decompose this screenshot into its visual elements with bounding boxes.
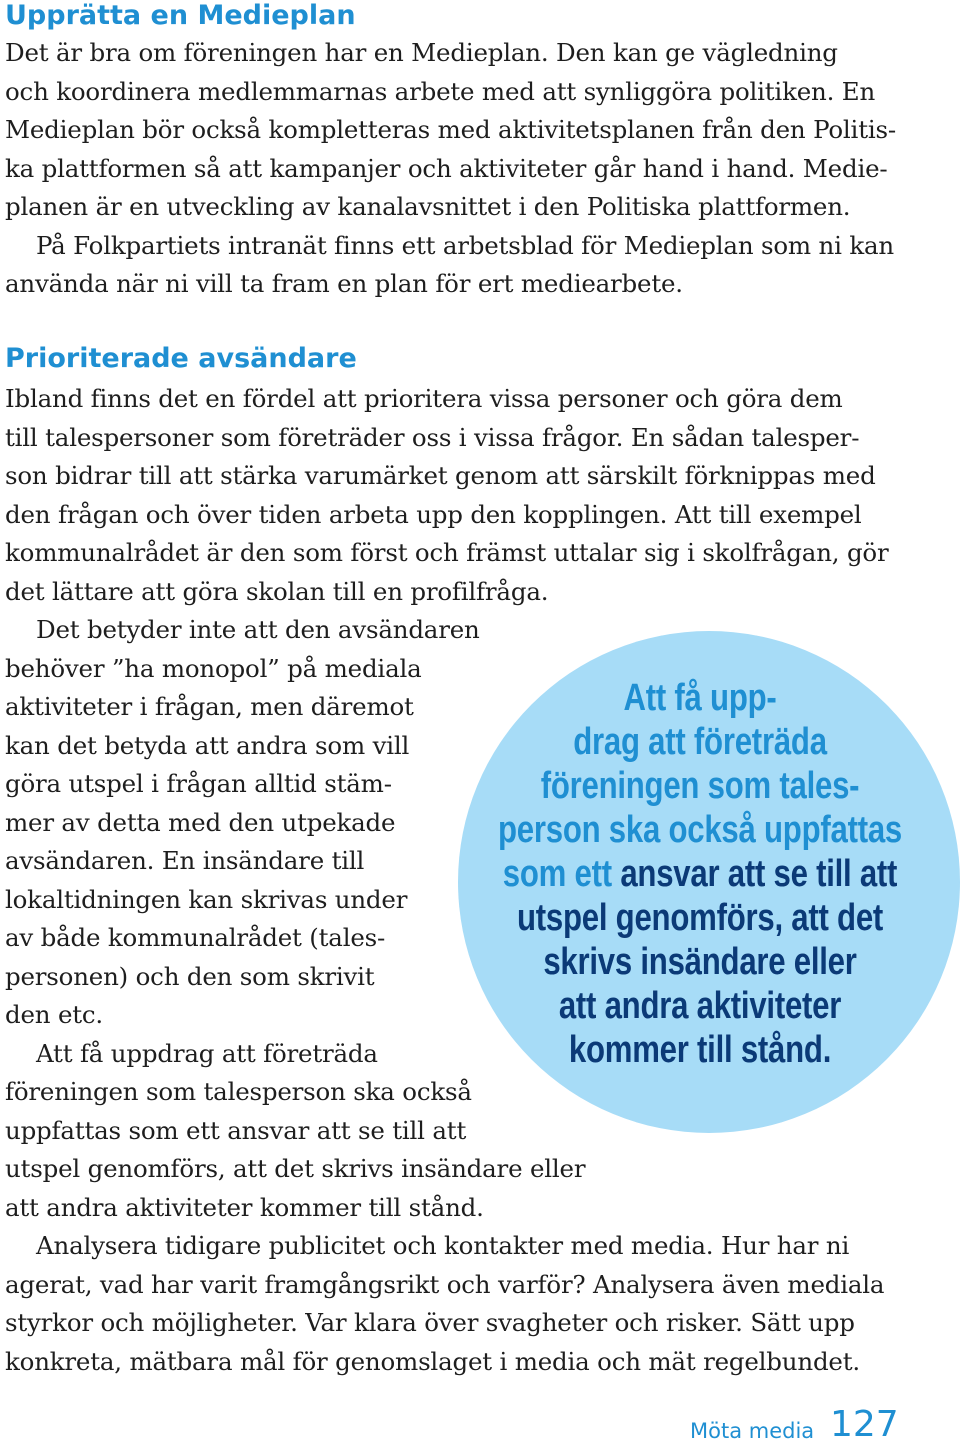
text-line: det lättare att göra skolan till en profilfråga.: [5, 576, 549, 606]
pullquote-line: utspel genomförs, att det: [516, 897, 884, 939]
text-line: Det är bra om föreningen har en Medieplan. Den kan ge vägledning: [5, 38, 838, 67]
text-line: att andra aktiviteter kommer till stånd.: [5, 1192, 484, 1222]
heading-prioriterade-avsandare: Prioriterade avsändare: [5, 343, 357, 374]
text-line: konkreta, mätbara mål för genomslaget i media och mät regelbundet.: [5, 1346, 860, 1376]
paragraph-avsandare: [5, 611, 884, 1381]
text-line: planen är en utveckling av kanalavsnittet i den Politiska plattformen.: [5, 192, 851, 221]
pullquote-line: kommer till stånd.: [568, 1029, 832, 1071]
text-line: göra utspel i frågan alltid stäm-: [5, 769, 392, 798]
text-line: den etc.: [5, 1000, 104, 1029]
pullquote-line: drag att företräda: [573, 721, 827, 763]
text-line: son bidrar till att stärka varumärket genom att särskilt förknippas med: [5, 461, 876, 490]
text-line: använda när ni vill ta fram en plan för ert mediearbete.: [5, 269, 683, 298]
text-line: personen) och den som skrivit: [5, 961, 375, 991]
text-line: Det betyder inte att den avsändaren: [36, 615, 480, 644]
pullquote-text-dark: ansvar att se till att: [620, 853, 898, 895]
text-line: uppfattas som ett ansvar att se till att: [5, 1115, 467, 1145]
pullquote-line: föreningen som tales-: [540, 765, 860, 807]
text-line: kommunalrådet är den som först och främst uttalar sig i skolfrågan, gör: [5, 538, 889, 567]
text-line: Medieplan bör också kompletteras med aktivitetsplanen från den Politis-: [5, 115, 896, 144]
text-line: avsändaren. En insändare till: [5, 846, 365, 875]
text-line: Ibland finns det en fördel att prioritera vissa personer och göra dem: [5, 384, 843, 413]
text-line: aktiviteter i frågan, men däremot: [5, 692, 414, 721]
paragraph-medieplan: [5, 34, 896, 304]
text-line: och koordinera medlemmarnas arbete med att synliggöra politiken. En: [5, 76, 876, 106]
text-line: Att få uppdrag att företräda: [36, 1038, 378, 1068]
text-line: till talespersoner som företräder oss i vissa frågor. En sådan talesper-: [5, 422, 860, 452]
page-number: 127: [830, 1404, 899, 1445]
text-line: föreningen som talesperson ska också: [5, 1077, 472, 1106]
text-line: utspel genomförs, att det skrivs insändare eller: [5, 1154, 586, 1183]
paragraph-talespersoner: [5, 380, 889, 611]
pullquote-line: skrivs insändare eller: [543, 941, 857, 983]
footer-section-label: Möta media: [690, 1419, 815, 1443]
text-line: På Folkpartiets intranät finns ett arbetsblad för Medieplan som ni kan: [36, 230, 894, 260]
pullquote-line: att andra aktiviteter: [558, 985, 842, 1027]
text-line: ka plattformen så att kampanjer och aktiviteter går hand i hand. Medie-: [5, 153, 888, 183]
text-line: behöver ”ha monopol” på mediala: [5, 653, 422, 683]
text-line: av både kommunalrådet (tales-: [5, 923, 386, 952]
text-line: kan det betyda att andra som vill: [5, 730, 410, 760]
heading-upprata-medieplan: Upprätta en Medieplan: [5, 0, 356, 31]
text-line: Analysera tidigare publicitet och kontakter med media. Hur har ni: [36, 1231, 850, 1260]
text-line: mer av detta med den utpekade: [5, 807, 396, 837]
pullquote-line: Att få upp-: [623, 677, 777, 719]
text-line: styrkor och möjligheter. Var klara över svagheter och risker. Sätt upp: [5, 1308, 855, 1337]
text-line: lokaltidningen kan skrivas under: [5, 884, 408, 914]
text-line: agerat, vad har varit framgångsrikt och varför? Analysera även mediala: [5, 1269, 885, 1299]
text-line: den frågan och över tiden arbeta upp den kopplingen. Att till exempel: [5, 499, 862, 529]
pullquote-line: person ska också uppfattas: [497, 809, 903, 851]
pullquote-text-light: som ett: [502, 853, 612, 895]
